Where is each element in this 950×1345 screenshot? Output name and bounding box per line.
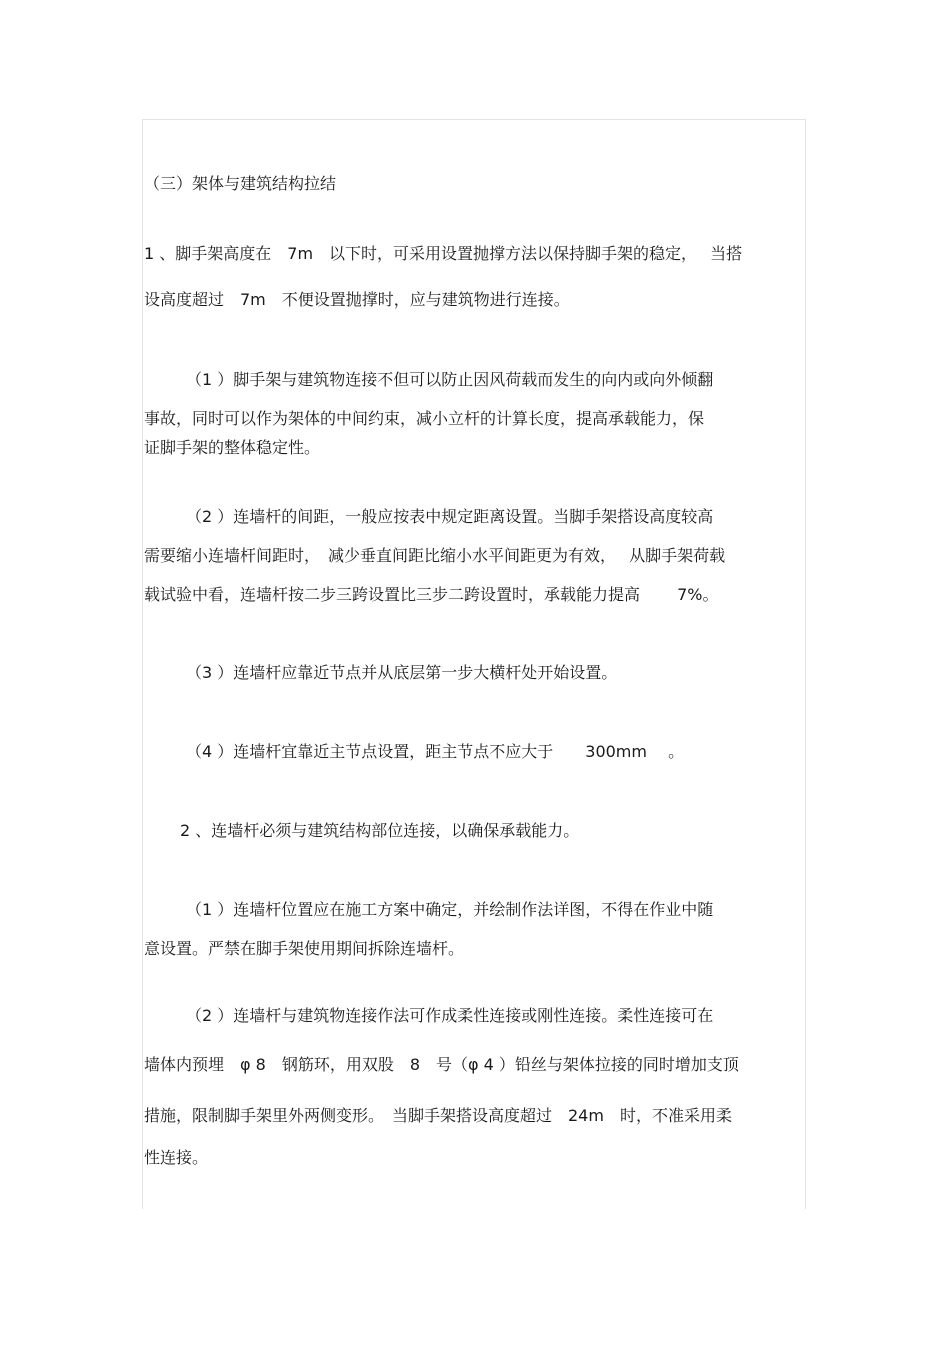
paragraph-line: （2 ）连墙杆的间距，一般应按表中规定距离设置。当脚手架搭设高度较高 <box>186 507 714 526</box>
paragraph-line: 意设置。严禁在脚手架使用期间拆除连墙杆。 <box>144 939 465 958</box>
paragraph-line: （2 ）连墙杆与建筑物连接作法可作成柔性连接或刚性连接。柔性连接可在 <box>186 1006 714 1025</box>
paragraph-line: 需要缩小连墙杆间距时， 减少垂直间距比缩小水平间距更为有效， 从脚手架荷载 <box>144 546 726 565</box>
paragraph-line: 设高度超过 7m 不便设置抛撑时，应与建筑物进行连接。 <box>144 290 570 309</box>
section-heading: （三）架体与建筑结构拉结 <box>144 174 337 193</box>
paragraph-line: 性连接。 <box>144 1148 209 1167</box>
paragraph-line: （1 ）脚手架与建筑物连接不但可以防止因风荷载而发生的向内或向外倾翻 <box>186 370 714 389</box>
paragraph-line: （3 ）连墙杆应靠近节点并从底层第一步大横杆处开始设置。 <box>186 663 618 682</box>
paragraph-line: 墙体内预埋 φ 8 钢筋环，用双股 8 号（φ 4 ）铅丝与架体拉接的同时增加支顶 <box>144 1055 739 1074</box>
paragraph-line: 2 、连墙杆必须与建筑结构部位连接，以确保承载能力。 <box>180 821 580 840</box>
paragraph-line: 证脚手架的整体稳定性。 <box>144 438 321 457</box>
paragraph-line: 1 、脚手架高度在 7m 以下时，可采用设置抛撑方法以保持脚手架的稳定， 当搭 <box>144 244 743 263</box>
paragraph-line: 载试验中看，连墙杆按二步三跨设置比三步二跨设置时，承载能力提高 7%。 <box>144 585 719 604</box>
paragraph-line: 事故，同时可以作为架体的中间约束，减小立杆的计算长度，提高承载能力，保 <box>144 409 705 428</box>
paragraph-line: 措施，限制脚手架里外两侧变形。 当脚手架搭设高度超过 24m 时，不准采用柔 <box>144 1106 732 1125</box>
paragraph-line: （1 ）连墙杆位置应在施工方案中确定，并绘制作法详图，不得在作业中随 <box>186 900 714 919</box>
paragraph-line: （4 ）连墙杆宜靠近主节点设置，距主节点不应大于 300mm 。 <box>186 742 685 761</box>
